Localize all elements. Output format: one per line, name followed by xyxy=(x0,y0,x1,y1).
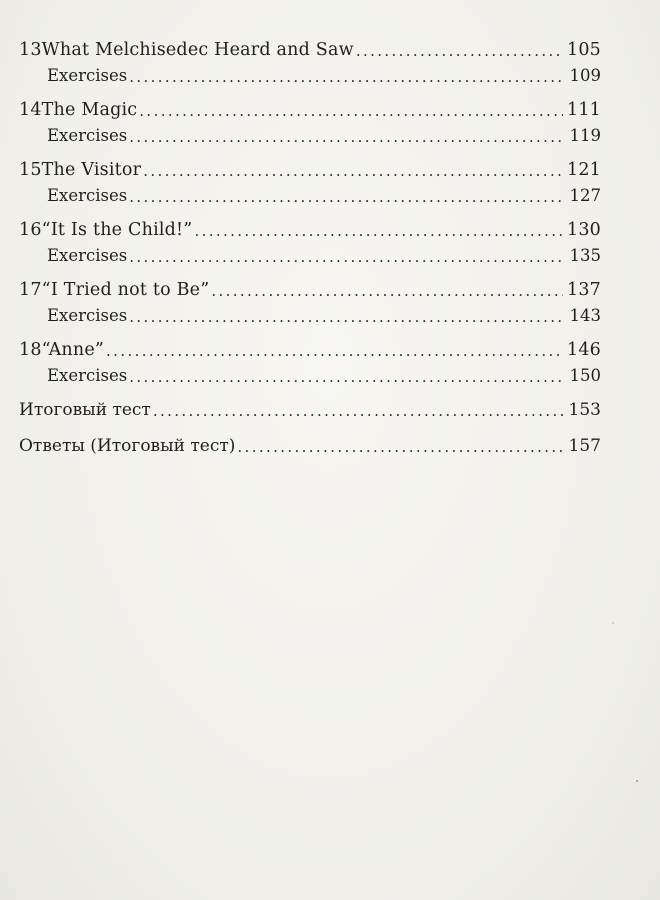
dot-leader xyxy=(106,341,563,361)
toc-final-test xyxy=(19,400,601,426)
paper-speck xyxy=(636,780,638,782)
dot-leader xyxy=(153,401,563,421)
exercises-label: Exercises xyxy=(47,306,128,325)
toc-exercises-17 xyxy=(47,306,601,332)
toc-exercises-16 xyxy=(47,246,601,272)
page-number: 157 xyxy=(568,436,601,456)
toc-exercises-15 xyxy=(47,186,601,212)
page-number: 130 xyxy=(566,220,601,240)
chapter-number: 17 xyxy=(19,280,42,300)
chapter-number: 14 xyxy=(19,100,42,120)
page-number: 146 xyxy=(566,340,601,360)
page-number: 121 xyxy=(566,160,601,180)
page-number: 119 xyxy=(569,126,601,145)
page-number: 111 xyxy=(566,100,601,120)
page-number: 137 xyxy=(566,280,601,300)
answers-title: Ответы (Итоговый тест) xyxy=(19,436,236,456)
page-number: 153 xyxy=(568,400,601,420)
toc-chapter-13 xyxy=(19,40,601,66)
dot-leader xyxy=(194,221,563,241)
toc-answers xyxy=(19,436,601,462)
chapter-title: The Magic xyxy=(41,100,138,120)
exercises-label: Exercises xyxy=(47,246,128,265)
toc-chapter-16 xyxy=(19,220,601,246)
exercises-label: Exercises xyxy=(47,66,128,85)
dot-leader xyxy=(211,281,563,301)
chapter-title: “Anne” xyxy=(41,340,105,360)
page-number: 105 xyxy=(566,40,601,60)
chapter-title: What Melchisedec Heard and Saw xyxy=(41,40,354,60)
dot-leader xyxy=(129,307,563,327)
toc-exercises-14 xyxy=(47,126,601,152)
dot-leader xyxy=(129,247,563,267)
exercises-label: Exercises xyxy=(47,186,128,205)
dot-leader xyxy=(129,367,563,387)
toc-exercises-18 xyxy=(47,366,601,392)
page-number: 143 xyxy=(569,306,601,325)
exercises-label: Exercises xyxy=(47,126,128,145)
dot-leader xyxy=(356,41,563,61)
dot-leader xyxy=(237,437,563,457)
chapter-title: “I Tried not to Be” xyxy=(41,280,210,300)
toc-chapter-17 xyxy=(19,280,601,306)
page-number: 135 xyxy=(569,246,601,265)
toc-chapter-14 xyxy=(19,100,601,126)
toc-chapter-18 xyxy=(19,340,601,366)
dot-leader xyxy=(129,187,563,207)
dot-leader xyxy=(129,67,563,87)
dot-leader xyxy=(129,127,563,147)
chapter-number: 15 xyxy=(19,160,42,180)
final-test-title: Итоговый тест xyxy=(19,400,151,420)
dot-leader xyxy=(143,161,563,181)
toc-exercises-13 xyxy=(47,66,601,92)
toc-chapter-15 xyxy=(19,160,601,186)
chapter-number: 18 xyxy=(19,340,42,360)
chapter-title: “It Is the Child!” xyxy=(41,220,193,240)
page-number: 109 xyxy=(569,66,601,85)
chapter-number: 16 xyxy=(19,220,42,240)
exercises-label: Exercises xyxy=(47,366,128,385)
chapter-title: The Visitor xyxy=(41,160,142,180)
page-number: 150 xyxy=(569,366,601,385)
page-number: 127 xyxy=(569,186,601,205)
chapter-number: 13 xyxy=(19,40,42,60)
paper-speck xyxy=(612,622,614,624)
dot-leader xyxy=(139,101,563,121)
